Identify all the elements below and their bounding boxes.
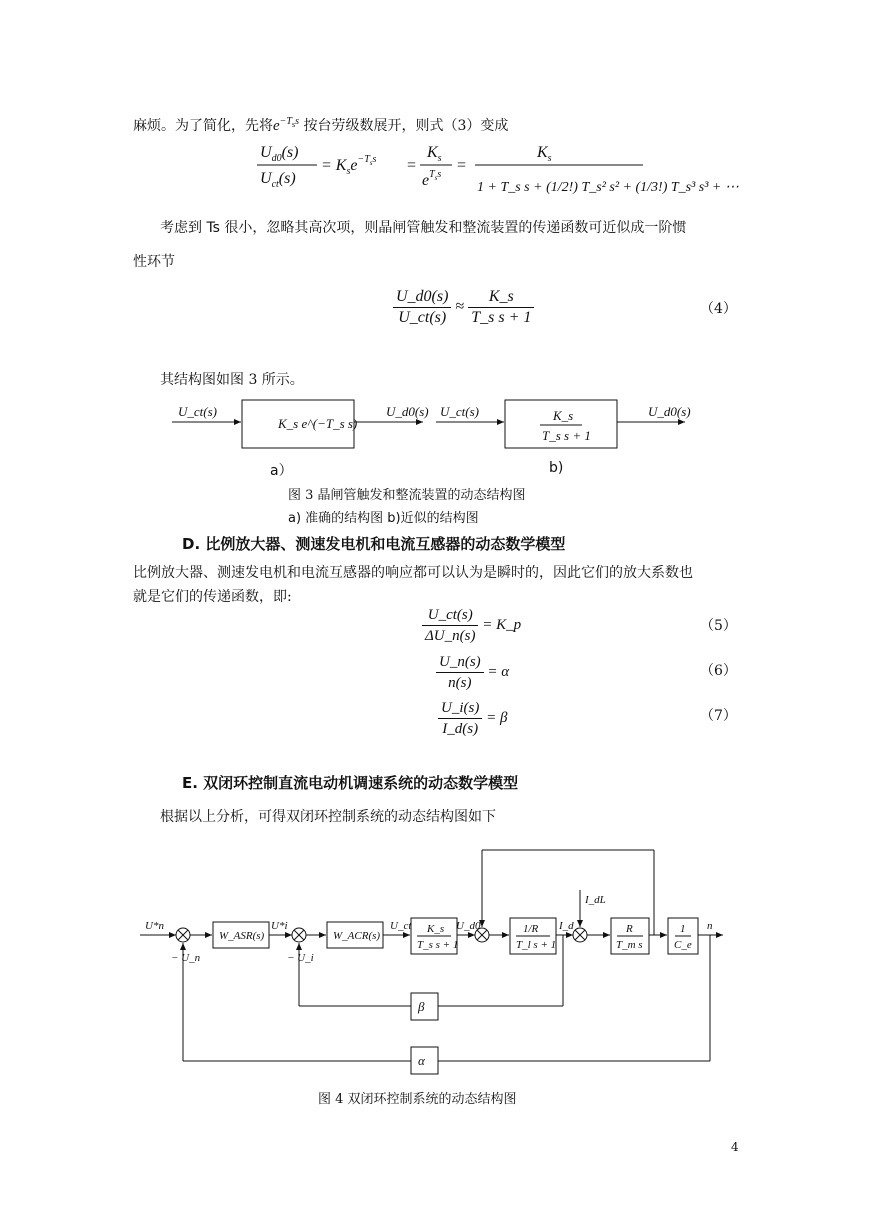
block-beta — [411, 993, 438, 1020]
eq3-lhs-den: $U_{ct}(s)$ — [260, 170, 296, 190]
exp-base: e — [273, 118, 280, 134]
fig3b-input: U_ct(s) — [440, 404, 479, 419]
fig4-beta: β — [418, 999, 425, 1014]
eq6-rhs: = α — [487, 663, 510, 680]
paragraph-d-line1: 比例放大器、测速发电机和电流互感器的响应都可以认为是瞬时的，因此它们的放大系数也 — [133, 565, 693, 581]
equation-5 — [422, 605, 521, 646]
fig3b-block-num: K_s — [553, 408, 574, 423]
eq7-rhs: = β — [486, 709, 508, 726]
eq5-num: U_ct(s) — [422, 605, 478, 626]
fig4-ce-num: 1 — [680, 923, 686, 935]
fig4-ce-den: C_e — [674, 939, 692, 951]
fig4-id: I_d — [559, 920, 574, 932]
paragraph-fig3-ref: 其结构图如图 3 所示。 — [160, 372, 304, 388]
eq4-rhs — [468, 287, 534, 328]
eq4-lhs — [393, 287, 451, 328]
exp-sup-sub: s — [291, 120, 296, 129]
fig4-ks-num: K_s — [427, 923, 445, 935]
fig3a-block-text: K_s e^(−T_s s) — [278, 416, 358, 431]
figure-4 — [135, 845, 735, 1075]
fig4-ui-star: U*i — [271, 920, 288, 932]
eq3-eq3: = — [457, 157, 467, 174]
eq7-lhs — [438, 698, 482, 739]
fig3-subcaption: a) 准确的结构图 b)近似的结构图 — [288, 511, 479, 526]
exp-sup: −T — [279, 116, 292, 127]
page-number: 4 — [731, 1140, 739, 1154]
fig4-ud0: U_d0 — [456, 920, 481, 932]
eq3-frac3-num: $K_s$ — [537, 144, 552, 164]
fig4-n: n — [707, 920, 713, 932]
fig3a-input: U_ct(s) — [178, 404, 217, 419]
paragraph-approx-line1: 考虑到 Ts 很小，忽略其高次项，则晶闸管触发和整流装置的传递函数可近似成一阶惯 — [160, 220, 687, 236]
eq5-rhs: = K_p — [482, 616, 522, 633]
heading-e: E. 双闭环控制直流电动机调速系统的动态数学模型 — [182, 774, 519, 792]
eq6-den: n(s) — [448, 675, 472, 691]
fig4-minus-ui: − U_i — [287, 952, 314, 964]
equation-5-number: （5） — [700, 618, 737, 634]
paragraph-intro-text-b: 按台劳级数展开，则式（3）变成 — [303, 118, 509, 134]
eq4-rden: T_s s + 1 — [471, 309, 532, 326]
eq4-approx: ≈ — [455, 298, 465, 316]
eq4-den: U_ct(s) — [398, 309, 447, 326]
fig3-label-a: a） — [270, 463, 293, 479]
eq6-lhs — [436, 652, 484, 693]
eq3-frac3-den: 1 + T_s s + (1/2!) T_s² s² + (1/3!) T_s³ s³ + ⋯ — [477, 180, 739, 195]
eq3-frac2-den: $e^Tss$ — [422, 169, 442, 189]
fig4-un-star: U*n — [145, 920, 164, 932]
paragraph-d-line2: 就是它们的传递函数，即: — [133, 589, 292, 605]
fig3b-output: U_d0(s) — [648, 404, 691, 419]
eq3-mid: = $K_se^{-T}ss$ — [321, 154, 377, 177]
fig4-wacr: W_ACR(s) — [333, 930, 381, 942]
paragraph-intro — [133, 110, 508, 138]
eq7-num: U_i(s) — [438, 698, 482, 719]
exp-sup-end: s — [295, 116, 300, 127]
fig4-uct: U_ct — [390, 920, 412, 932]
equation-4-number: （4） — [700, 301, 737, 317]
fig4-tm-num: R — [626, 923, 633, 935]
equation-6 — [436, 652, 509, 693]
eq4-num: U_d0(s) — [393, 287, 451, 308]
eq5-lhs — [422, 605, 478, 646]
paragraph-approx-line2: 性环节 — [133, 254, 175, 270]
fig4-ks-den: T_s s + 1 — [417, 939, 459, 951]
equation-7 — [438, 698, 507, 739]
fig3b-block-den: T_s s + 1 — [542, 428, 591, 443]
exp-term — [273, 118, 299, 134]
eq4-rnum: K_s — [468, 287, 534, 308]
equation-6-number: （6） — [700, 663, 737, 679]
fig3a-output: U_d0(s) — [386, 404, 429, 419]
fig4-alpha: α — [418, 1053, 425, 1068]
fig4-idl: I_dL — [585, 894, 606, 906]
fig4-wasr: W_ASR(s) — [219, 930, 265, 942]
fig4-minus-un: − U_n — [171, 952, 201, 964]
eq3-lhs-num: $U_{d0}(s)$ — [260, 144, 299, 164]
eq5-den: ΔU_n(s) — [425, 628, 476, 644]
paragraph-intro-text-a: 麻烦。为了简化，先将 — [133, 118, 273, 134]
fig4-r-num: 1/R — [523, 923, 539, 935]
eq3-eq2: = — [407, 157, 417, 174]
fig4-r-den: T_l s + 1 — [516, 939, 557, 951]
fig4-tm-den: T_m s — [616, 939, 643, 951]
figure-3 — [170, 398, 700, 468]
paragraph-e: 根据以上分析，可得双闭环控制系统的动态结构图如下 — [160, 809, 496, 825]
equation-4 — [393, 287, 534, 328]
fig3-label-b: b) — [549, 460, 564, 476]
equation-3 — [255, 135, 739, 207]
equation-7-number: （7） — [700, 708, 737, 724]
heading-d: D. 比例放大器、测速发电机和电流互感器的动态数学模型 — [182, 535, 566, 553]
fig4-caption: 图 4 双闭环控制系统的动态结构图 — [318, 1092, 517, 1107]
eq7-den: I_d(s) — [442, 721, 479, 737]
eq6-num: U_n(s) — [436, 652, 484, 673]
fig3-caption: 图 3 晶闸管触发和整流装置的动态结构图 — [288, 488, 526, 503]
eq3-frac2-num: $K_s$ — [427, 144, 442, 164]
